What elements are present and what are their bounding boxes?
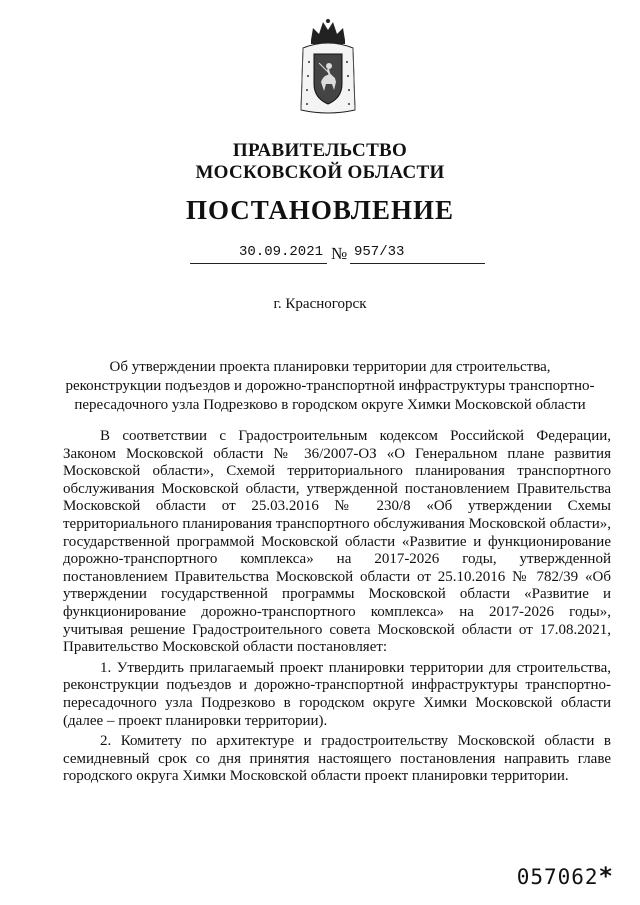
document-city: г. Красногорск	[273, 296, 367, 312]
serial-mark: *	[598, 862, 614, 890]
government-name-line2: МОСКОВСКОЙ ОБЛАСТИ	[195, 162, 445, 183]
document-type: ПОСТАНОВЛЕНИЕ	[185, 195, 455, 225]
coat-of-arms-icon	[297, 18, 359, 118]
decree-item-2: 2. Комитету по архитектуре и градостроительству Московской области в семидневный срок со дня принятия настоящего постановления направить главе городского округа Химки Московской области проект планировки территории.	[63, 733, 611, 785]
date-number-line	[0, 244, 640, 268]
decree-item-1: 1. Утвердить прилагаемый проект планировки территории для строительства, реконструкции подъездов и дорожно-транспортной инфраструктуры транспортно-пересадочного узла Подрезково в городском округе Химки Московской области (далее – проект планировки территории).	[63, 659, 611, 729]
document-number: 957/33	[350, 244, 485, 264]
number-sign: №	[331, 244, 348, 263]
document-body	[63, 428, 611, 786]
serial-number	[517, 862, 614, 890]
document-title: Об утверждении проекта планировки территории для строительства, реконструкции подъездов и дорожно-транспортной инфраструктуры транспортно-пересадочного узла Подрезково в городском округе Химки Московской области	[65, 359, 595, 413]
preamble-paragraph: В соответствии с Градостроительным кодексом Российской Федерации, Законом Московской области № 36/2007-ОЗ «О Генеральном плане развития Московской области», Схемой территориального планирования транспортного обслуживания Московской области, утвержденной постановлением Правительства Московской области от 25.03.2016 № 230/8 «Об утверждении Схемы территориального планирования транспортного обслуживания Московской области», государственной программой Московской области «Развитие и функционирование дорожно-транспортного комплекса» на 2017-2026 годы, утвержденной постановлением Правительства Московской области от 25.10.2016 № 782/39 «Об утверждении государственной программы Московской области «Развитие и функционирование дорожно-транспортного комплекса» на 2017-2026 годы», учитывая решение Градостроительного совета Московской области от 17.08.2021, Правительство Московской области постановляет:	[63, 428, 611, 656]
document-date: 30.09.2021	[190, 244, 327, 264]
serial-digits: 057062	[516, 865, 599, 889]
government-name-line1: ПРАВИТЕЛЬСТВО	[232, 140, 408, 161]
